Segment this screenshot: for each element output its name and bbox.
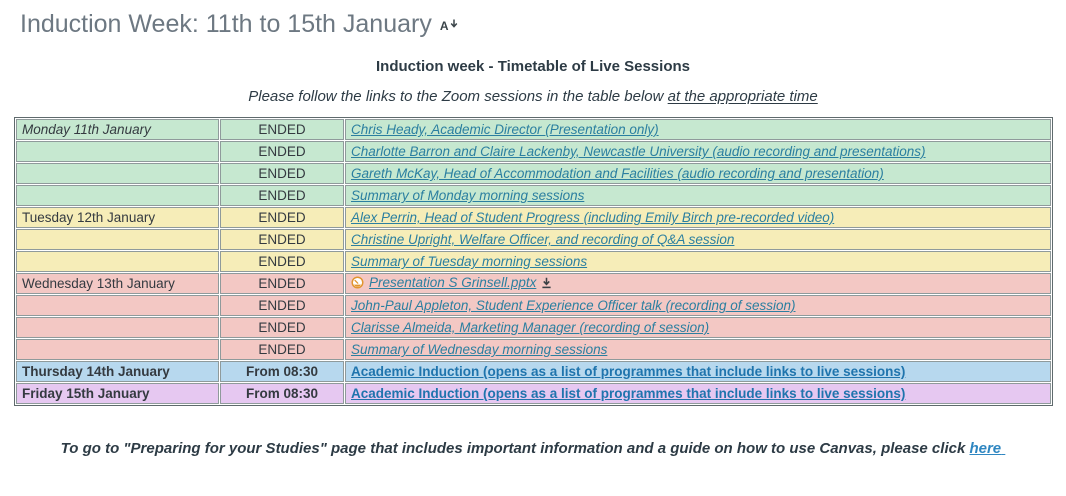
session-cell <box>345 317 1051 338</box>
day-cell <box>16 163 219 184</box>
session-cell <box>345 273 1051 294</box>
page-title-text: Induction Week: 11th to 15th January <box>20 10 432 38</box>
table-row <box>16 273 1051 294</box>
table-row <box>16 163 1051 184</box>
session-cell <box>345 119 1051 140</box>
day-cell <box>16 229 219 250</box>
table-row <box>16 317 1051 338</box>
day-cell: Wednesday 13th January <box>16 273 219 294</box>
page-title <box>20 10 1066 39</box>
day-cell: Friday 15th January <box>16 383 219 404</box>
session-cell <box>345 141 1051 162</box>
timetable-body <box>16 119 1051 404</box>
download-icon[interactable] <box>541 277 552 292</box>
session-link[interactable]: Academic Induction (opens as a list of programmes that include links to live sessions) <box>351 364 906 379</box>
day-cell: Tuesday 12th January <box>16 207 219 228</box>
status-cell: ENDED <box>220 229 344 250</box>
session-link[interactable]: Gareth McKay, Head of Accommodation and Facilities (audio recording and presentation) <box>351 166 884 181</box>
session-cell <box>345 361 1051 382</box>
table-row <box>16 119 1051 140</box>
footer-here-link[interactable]: here <box>969 440 1002 457</box>
table-row <box>16 361 1051 382</box>
session-link[interactable]: Summary of Wednesday morning sessions <box>351 342 608 357</box>
instruction-text: Please follow the links to the Zoom sessions in the table below <box>248 88 668 105</box>
footer-note <box>0 440 1066 457</box>
status-cell: ENDED <box>220 185 344 206</box>
instruction-underlined-text: at the appropriate time <box>667 88 818 105</box>
session-cell <box>345 185 1051 206</box>
session-link[interactable]: Summary of Monday morning sessions <box>351 188 585 203</box>
table-row <box>16 207 1051 228</box>
instruction-line <box>0 88 1066 105</box>
session-link[interactable]: Alex Perrin, Head of Student Progress (including Emily Birch pre-recorded video) <box>351 210 835 225</box>
day-cell: Thursday 14th January <box>16 361 219 382</box>
day-cell <box>16 295 219 316</box>
table-row <box>16 339 1051 360</box>
status-cell: ENDED <box>220 295 344 316</box>
session-cell <box>345 229 1051 250</box>
session-cell <box>345 163 1051 184</box>
table-row <box>16 141 1051 162</box>
session-cell <box>345 295 1051 316</box>
status-cell: ENDED <box>220 141 344 162</box>
status-cell: ENDED <box>220 317 344 338</box>
status-cell: ENDED <box>220 339 344 360</box>
status-cell: ENDED <box>220 207 344 228</box>
status-cell: ENDED <box>220 273 344 294</box>
day-cell <box>16 251 219 272</box>
day-cell <box>16 141 219 162</box>
status-cell: ENDED <box>220 119 344 140</box>
session-cell <box>345 207 1051 228</box>
day-cell <box>16 185 219 206</box>
down-arrow-glyph <box>450 19 458 29</box>
day-cell <box>16 317 219 338</box>
table-row <box>16 229 1051 250</box>
session-link[interactable]: John-Paul Appleton, Student Experience Officer talk (recording of session) <box>351 298 796 313</box>
timetable-heading: Induction week - Timetable of Live Sessions <box>376 58 690 75</box>
gauge-icon <box>351 276 364 292</box>
session-link[interactable]: Presentation S Grinsell.pptx <box>369 275 537 290</box>
table-row <box>16 295 1051 316</box>
day-cell: Monday 11th January <box>16 119 219 140</box>
session-link[interactable]: Chris Heady, Academic Director (Presentation only) <box>351 122 659 137</box>
table-row <box>16 383 1051 404</box>
session-link[interactable]: Summary of Tuesday morning sessions <box>351 254 588 269</box>
session-link[interactable]: Charlotte Barron and Claire Lackenby, Newcastle University (audio recording and presentations) <box>351 144 926 159</box>
day-cell <box>16 339 219 360</box>
status-cell: ENDED <box>220 251 344 272</box>
status-cell: From 08:30 <box>220 361 344 382</box>
status-cell: From 08:30 <box>220 383 344 404</box>
footer-text: To go to "Preparing for your Studies" page that includes important information and a guide on how to use Canvas, please click <box>60 440 970 457</box>
session-cell <box>345 251 1051 272</box>
timetable <box>14 117 1053 406</box>
status-cell: ENDED <box>220 163 344 184</box>
table-row <box>16 251 1051 272</box>
session-link[interactable]: Academic Induction (opens as a list of programmes that include links to live sessions) <box>351 386 906 401</box>
session-link[interactable]: Christine Upright, Welfare Officer, and recording of Q&A session <box>351 232 735 247</box>
table-row <box>16 185 1051 206</box>
ally-alternative-formats-icon[interactable]: A <box>440 20 458 32</box>
session-cell <box>345 383 1051 404</box>
session-cell <box>345 339 1051 360</box>
session-link[interactable]: Clarisse Almeida, Marketing Manager (recording of session) <box>351 320 710 335</box>
